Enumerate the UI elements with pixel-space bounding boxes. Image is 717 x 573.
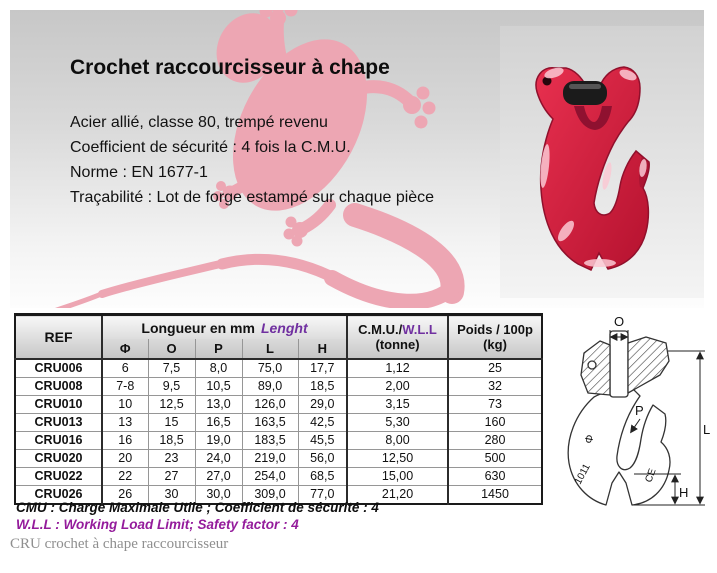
cell-l: 163,5 [242,414,298,432]
diagram-label-l: L [703,422,711,437]
cell-p: 10,5 [195,378,242,396]
cell-ref: CRU020 [15,450,102,468]
col-header-ref: REF [15,315,102,360]
cell-h: 17,7 [298,359,347,378]
diagram-marking: 1011 [572,462,593,487]
product-description [70,110,434,210]
cell-phi: 7-8 [102,378,148,396]
weight-label: Poids / 100p [457,322,533,337]
spec-table [14,313,543,505]
diagram-label-h: H [679,485,689,500]
cell-cmu: 1,12 [347,359,448,378]
col-header-l: L [242,339,298,359]
cell-p: 19,0 [195,432,242,450]
cell-h: 18,5 [298,378,347,396]
col-header-o: O [148,339,195,359]
cell-cmu: 21,20 [347,486,448,505]
cell-ref: CRU008 [15,378,102,396]
cell-cmu: 3,15 [347,396,448,414]
cell-o: 9,5 [148,378,195,396]
weight-unit: (kg) [483,337,507,352]
col-header-length-group [102,315,347,340]
diagram-label-p: P [635,403,644,418]
table-row [15,450,542,468]
col-header-weight [448,315,542,360]
cell-o: 27 [148,468,195,486]
cell-o: 12,5 [148,396,195,414]
cell-h: 29,0 [298,396,347,414]
table-row [15,468,542,486]
cell-ref: CRU013 [15,414,102,432]
table-row [15,378,542,396]
col-header-phi: Φ [102,339,148,359]
cell-h: 77,0 [298,486,347,505]
ce-mark: CE [643,467,659,485]
cell-p: 27,0 [195,468,242,486]
cell-phi: 26 [102,486,148,505]
wll-label: W.L.L [402,322,437,337]
col-header-h: H [298,339,347,359]
cell-cmu: 12,50 [347,450,448,468]
cell-phi: 16 [102,432,148,450]
cell-o: 23 [148,450,195,468]
cmu-unit: (tonne) [375,337,420,352]
diagram-label-o: O [614,314,625,329]
header-banner [10,10,704,308]
description-line: Coefficient de sécurité : 4 fois la C.M.U. [70,139,351,156]
cell-l: 254,0 [242,468,298,486]
footnotes [16,499,379,533]
cell-cmu: 8,00 [347,432,448,450]
cell-o: 18,5 [148,432,195,450]
cell-o: 15 [148,414,195,432]
cell-o: 30 [148,486,195,505]
cell-phi: 22 [102,468,148,486]
cell-h: 56,0 [298,450,347,468]
table-row [15,396,542,414]
cell-ref: CRU010 [15,396,102,414]
cell-ref: CRU006 [15,359,102,378]
product-title: Crochet raccourcisseur à chape [70,56,390,79]
cell-phi: 6 [102,359,148,378]
cell-l: 126,0 [242,396,298,414]
cmu-note: CMU : Charge Maximale Utile ; Coefficient de sécurité : 4 [16,500,379,515]
cell-p: 30,0 [195,486,242,505]
cell-o: 7,5 [148,359,195,378]
cell-l: 309,0 [242,486,298,505]
description-line: Acier allié, classe 80, trempé revenu [70,114,328,131]
table-row [15,414,542,432]
col-header-cmu [347,315,448,360]
cell-weight: 280 [448,432,542,450]
col-header-p: P [195,339,242,359]
cell-h: 68,5 [298,468,347,486]
cell-ref: CRU026 [15,486,102,505]
cell-l: 183,5 [242,432,298,450]
cell-weight: 32 [448,378,542,396]
cell-p: 8,0 [195,359,242,378]
cell-phi: 20 [102,450,148,468]
wll-note: W.L.L : Working Load Limit; Safety factor : 4 [16,517,299,532]
table-row [15,359,542,378]
cell-cmu: 2,00 [347,378,448,396]
dimension-diagram [548,313,715,509]
length-label-fr: Longueur en mm [141,319,255,336]
cell-ref: CRU022 [15,468,102,486]
cell-h: 45,5 [298,432,347,450]
cell-ref: CRU016 [15,432,102,450]
page-caption: CRU crochet à chape raccourcisseur [10,536,229,552]
cell-weight: 73 [448,396,542,414]
cell-p: 13,0 [195,396,242,414]
cell-phi: 10 [102,396,148,414]
length-label-en: Lenght [260,319,308,336]
diagram-label-phi: Φ [583,433,597,445]
description-line: Norme : EN 1677-1 [70,164,208,181]
cell-l: 75,0 [242,359,298,378]
description-line: Traçabilité : Lot de forge estampé sur chaque pièce [70,189,435,206]
cell-phi: 13 [102,414,148,432]
cell-p: 24,0 [195,450,242,468]
cmu-label: C.M.U./ [358,322,403,337]
cell-weight: 25 [448,359,542,378]
cell-weight: 160 [448,414,542,432]
table-row [15,432,542,450]
cell-cmu: 15,00 [347,468,448,486]
cell-l: 219,0 [242,450,298,468]
cell-p: 16,5 [195,414,242,432]
cell-cmu: 5,30 [347,414,448,432]
cell-l: 89,0 [242,378,298,396]
cell-weight: 630 [448,468,542,486]
cell-weight: 1450 [481,487,509,501]
cell-h: 42,5 [298,414,347,432]
product-photo [500,26,704,298]
cell-weight: 500 [448,450,542,468]
